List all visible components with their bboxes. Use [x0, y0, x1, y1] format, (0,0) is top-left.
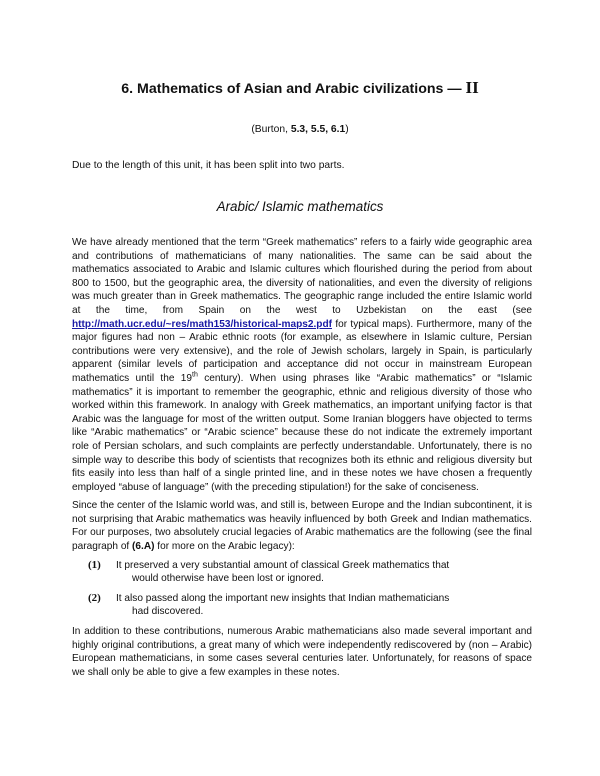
list-item — [72, 592, 496, 619]
paragraph-3: In addition to these contributions, numerous Arabic mathematicians also made several important and highly original contributions, a great many of which were independently rediscovered by (non – Arabic) European mathematicians, in some cases several centuries later. Unfortunately, for reasons of space we shall only be able to give a few examples in these notes. — [72, 626, 532, 678]
paragraph-2-part-2: for more on the Arabic legacy): — [154, 541, 295, 553]
list-item-line-1: It also passed along the important new insights that Indian mathematicians — [116, 592, 450, 604]
legacies-list — [72, 559, 532, 619]
superscript-th: th — [192, 371, 198, 379]
reference-open: (Burton, — [251, 124, 288, 135]
title-main: 6. Mathematics of Asian and Arabic civilizations — — [121, 81, 462, 97]
section-heading: Arabic/ Islamic mathematics — [216, 199, 384, 214]
paragraph-2 — [72, 499, 532, 553]
list-item-line-2: had discovered. — [132, 606, 204, 618]
list-item-line-2: would otherwise have been lost or ignored. — [132, 573, 324, 585]
historical-maps-link[interactable]: http://math.ucr.edu/~res/math153/historical-maps2.pdf — [72, 318, 332, 330]
page-title — [0, 78, 600, 98]
paragraph-2-part-1: Since the center of the Islamic world was, and still is, between Europe and the Indian subcontinent, it is not surprising that Arabic mathematics was heavily influenced by both Greek and Indian mathematics. For our purposes, two absolutely crucial legacies of Arabic mathematics are the following (see the final paragraph of — [72, 500, 532, 553]
reference-sections: 5.3, 5.5, 6.1 — [290, 124, 346, 135]
reference-close: ) — [345, 124, 349, 135]
paragraph-1-part-2: for typical maps). Furthermore, many of the major figures had non – Arabic ethnic roots (for example, as elsewhere in Islamic culture, Persian contributions were very extensive), and the role of Jewish scholars, largely in Spain, is particularly apparent (similar levels of participation and acceptance did not occur in mainstream European mathematics until the 19 — [72, 318, 532, 384]
paragraph-1-part-1: We have already mentioned that the term “Greek mathematics” refers to a fairly wide geographic area and contributions of mathematicians of many nationalities. The same can be said about the mathematics associated to Arabic and Islamic cultures which flourished during the period from about 800 to 1500, but the geographic area, the diversity of nationalities, and even the diversity of religions was much greater than in Greek mathematics. The geographic range included the entire Islamic world at the time, from Spain on the west to Uzbekistan on the east (see — [72, 237, 532, 316]
title-roman-numeral: II — [465, 78, 479, 97]
list-item-number: (2) — [88, 591, 101, 604]
list-item-number: (1) — [88, 558, 101, 571]
body-text — [72, 236, 532, 684]
paragraph-1 — [72, 236, 532, 494]
list-item-line-1: It preserved a very substantial amount of classical Greek mathematics that — [116, 559, 450, 571]
textbook-reference — [0, 124, 600, 135]
intro-text: Due to the length of this unit, it has been split into two parts. — [72, 160, 345, 171]
list-item — [72, 559, 496, 586]
section-reference-6a: (6.A) — [132, 541, 155, 553]
paragraph-1-part-3: century). When using phrases like “Arabic mathematics” or “Islamic mathematics” it is important to remember the geographic, ethnic and religious diversity of those who worked within this framework. In analogy with Greek mathematics, an important unifying factor is that Arabic was the language for most of the written output. Some Iranian bloggers have objected to terms like “Arabic mathematics” or “Arabic science” because these do not indicate the extremely important role of Persian scholars, and such complaints are perfectly understandable. Unfortunately, there is no simple way to describe this body of scientists that recognizes both its ethnic and religious diversity but fits easily into less than half of a single printed line, and in these notes we have chosen a frequently employed “abuse of language” (with the preceding stipulation!) for the sake of conciseness. — [72, 372, 533, 493]
